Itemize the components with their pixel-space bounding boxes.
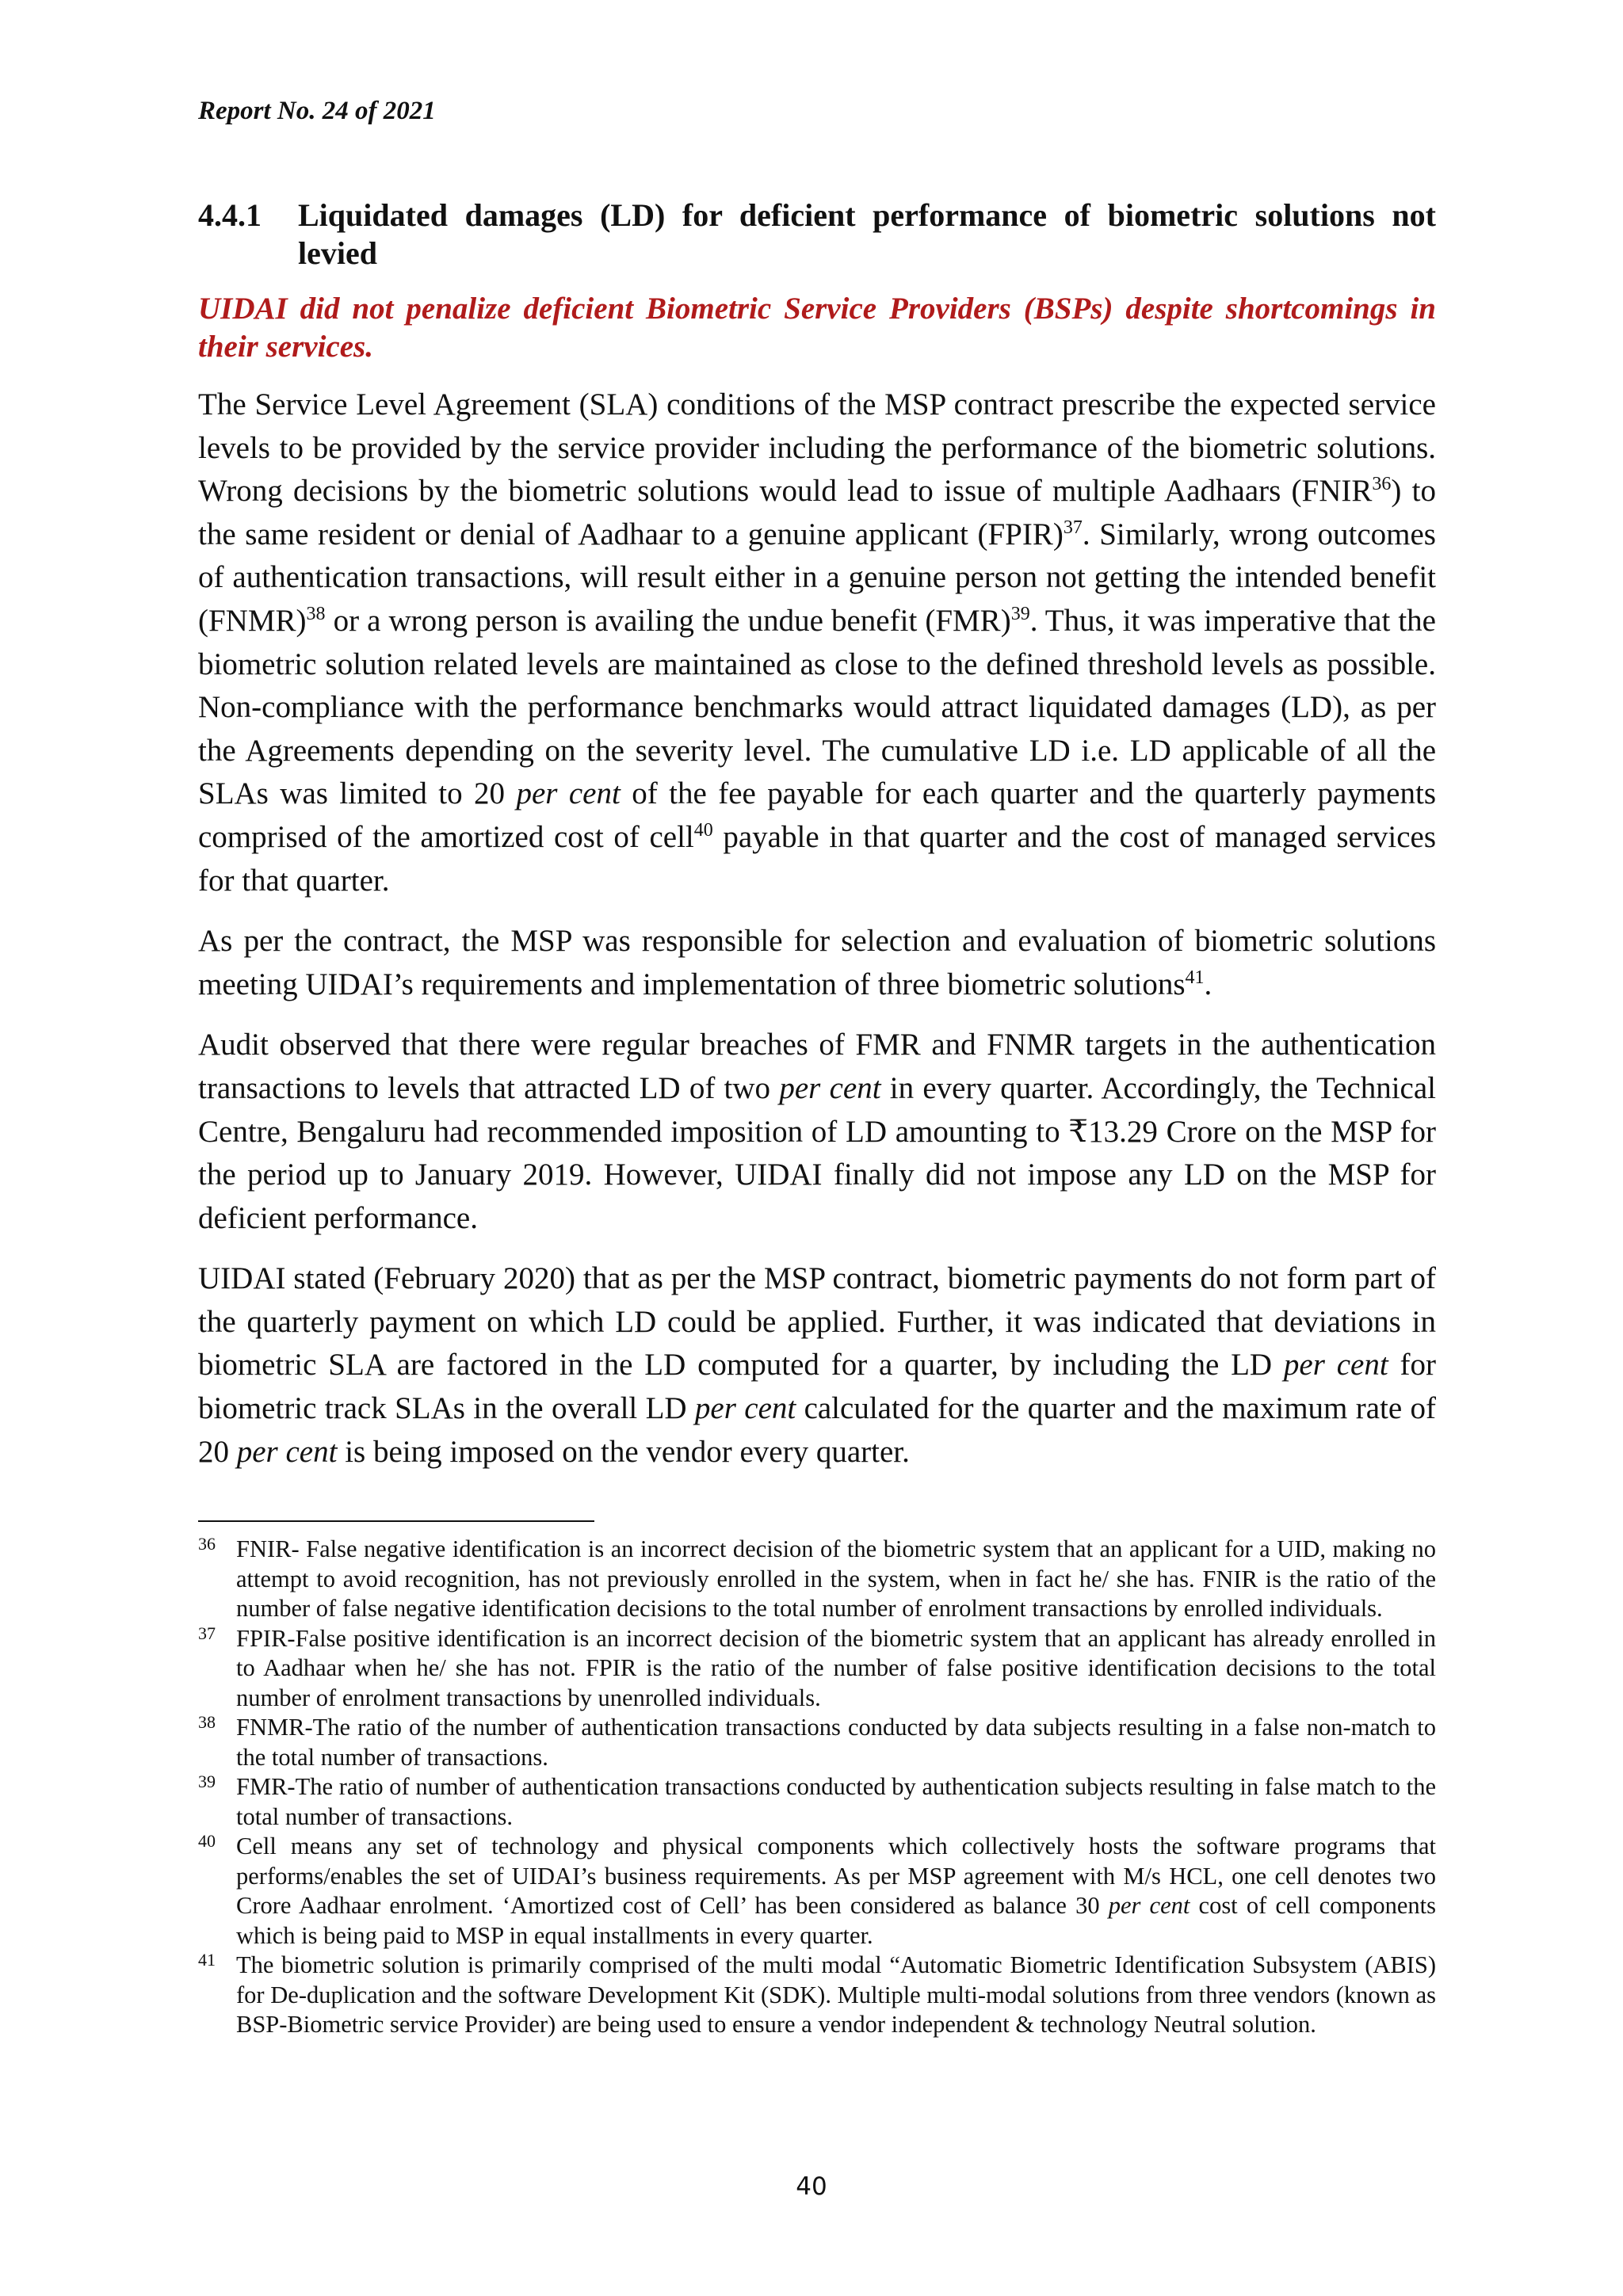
footnote-separator [198,1520,594,1522]
text-run: . Thus, it was imperative that the biometric solution related levels are maintained as close to the defined threshold levels as possible. Non-compliance with the performance benchmarks would attract liquidated damages (LD), as per the Agreements depending on the severity level. The cumulative LD i.e. LD applicable of all the SLAs was limited to 20 [198,603,1436,811]
footnote-number: 40 [198,1831,216,1851]
footnote-39 [198,1772,1436,1832]
italic-run: per cent [1283,1348,1388,1383]
footnote-text: The biometric solution is primarily comprised of the multi modal “Automatic Biometric Identification Subsystem (ABIS) for De-duplication and the software Development Kit (SDK). Multiple multi-modal solutions from three vendors (known as BSP-Biometric service Provider) are being used to ensure a vendor independent & technology Neutral solution. [236,1951,1436,2038]
text-run: Cell means any set of technology and physical components which collectively hosts the software programs that performs/enables the set of UIDAI’s business requirements. As per MSP agreement with M/s HCL, one cell denotes two Crore Aadhaar enrolment. ‘Amortized cost of Cell’ has been considered as balance 30 [236,1833,1436,1919]
text-run: As per the contract, the MSP was responsible for selection and evaluation of biometric solutions meeting UIDAI’s requirements and implementation of three biometric solutions [198,924,1436,1001]
footnote-text: FNMR-The ratio of the number of authentication transactions conducted by data subjects resulting in a false non-match to the total number of transactions. [236,1714,1436,1771]
text-run: payable in that quarter and the cost of managed services for that quarter. [198,819,1436,898]
text-run: for biometric track SLAs in the overall LD [198,1348,1436,1426]
footnote-ref-38: 38 [306,603,326,624]
footnote-number: 38 [198,1712,216,1732]
paragraph-audit-observation [198,1024,1436,1240]
footnote-text: FNIR- False negative identification is an incorrect decision of the biometric system that an applicant for a UID, making no attempt to avoid recognition, has not previously enrolled in the system, when in fact he/ she has. FNIR is the ratio of the number of false negative identification decisions to the total number of enrolment transactions by enrolled individuals. [236,1535,1436,1622]
text-run: or a wrong person is availing the undue benefit (FMR) [325,603,1011,638]
footnote-36 [198,1535,1436,1624]
text-run: The Service Level Agreement (SLA) conditions of the MSP contract prescribe the expected service levels to be provided by the service provider including the performance of the biometric solutions. Wrong decisions by the biometric solutions would lead to issue of multiple Aadhaars (FNIR [198,387,1436,509]
text-run: cost of cell components which is being paid to MSP in equal installments in every quarter. [236,1892,1436,1949]
footnote-38 [198,1713,1436,1772]
footnote-ref-40: 40 [693,819,713,841]
footnote-text: FMR-The ratio of number of authentication transactions conducted by authentication subjects resulting in false match to the total number of transactions. [236,1773,1436,1830]
paragraph-uidai-reply [198,1257,1436,1474]
footnote-ref-36: 36 [1372,474,1392,495]
page-number: 40 [796,2172,827,2201]
text-run: is being imposed on the vendor every quarter. [337,1434,910,1469]
main-body [198,196,1436,1474]
footnote-number: 39 [198,1772,216,1791]
footnote-number: 36 [198,1534,216,1554]
text-run: calculated for the quarter and the maximum rate of 20 [198,1391,1436,1469]
paragraph-msp-responsibility [198,920,1436,1006]
section-title: Liquidated damages (LD) for deficient performance of biometric solutions not levied [298,197,1436,271]
footnote-text [236,1832,1436,1951]
footnote-ref-41: 41 [1185,967,1205,988]
paragraph-sla [198,383,1436,902]
footnote-number: 41 [198,1950,216,1970]
footnote-text: FPIR-False positive identification is an incorrect decision of the biometric system that an applicant has already enrolled in to Aadhaar when he/ she has not. FPIR is the ratio of the number of false positive identification decisions to the total number of enrolment transactions by unenrolled individuals. [236,1624,1436,1711]
text-run: in every quarter. Accordingly, the Technical Centre, Bengaluru had recommended imposition of LD amounting to ₹13.29 Crore on the MSP for the period up to January 2019. However, UIDAI finally did not impose any LD on the MSP for deficient performance. [198,1070,1436,1235]
italic-run: per cent [1108,1892,1190,1919]
text-run: of the fee payable for each quarter and the quarterly payments comprised of the amortized cost of cell [198,776,1436,854]
italic-run: per cent [516,776,621,811]
text-run: . Similarly, wrong outcomes of authentication transactions, will result either in a genuine person not getting the intended benefit (FNMR) [198,517,1436,638]
text-run: Audit observed that there were regular breaches of FMR and FNMR targets in the authentication transactions to levels that attracted LD of two [198,1028,1436,1105]
footnote-number: 37 [198,1623,216,1643]
footnote-ref-39: 39 [1010,603,1030,624]
section-heading [198,196,1436,273]
italic-run: per cent [236,1434,338,1469]
text-run: ) to the same resident or denial of Aadhaar to a genuine applicant (FPIR) [198,474,1436,551]
text-run: . [1204,967,1212,1001]
footnotes [198,1535,1436,2040]
italic-run: per cent [779,1070,881,1105]
footnote-41 [198,1951,1436,2040]
section-number: 4.4.1 [198,197,262,233]
footnote-40 [198,1832,1436,1951]
footnote-37 [198,1624,1436,1714]
audit-finding: UIDAI did not penalize deficient Biometric Service Providers (BSPs) despite shortcomings in their services. [198,292,1436,364]
italic-run: per cent [694,1391,796,1426]
text-run: UIDAI stated (February 2020) that as per the MSP contract, biometric payments do not form part of the quarterly payment on which LD could be applied. Further, it was indicated that deviations in biometric SLA are factored in the LD computed for a quarter, by including the LD [198,1261,1436,1383]
report-header: Report No. 24 of 2021 [198,97,436,125]
footnote-ref-37: 37 [1063,517,1083,538]
